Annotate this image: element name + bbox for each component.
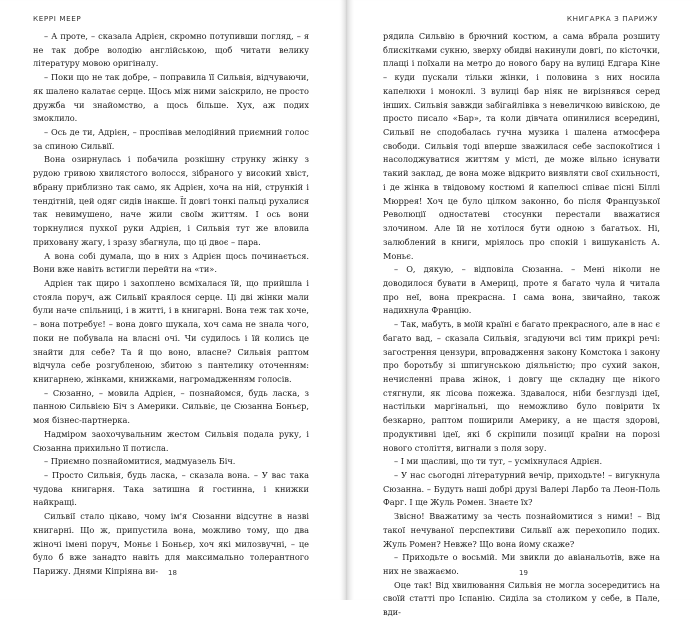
left-page-number: 18 (168, 569, 177, 577)
paragraph: Надміром заохочувальним жестом Сильвія подала руку, і Сюзанна прихильно її потисла. (33, 428, 309, 453)
paragraph: – Просто Сильвія, будь ласка, – сказала вона. – У вас така чудова книгарня. Така затишна й гостинна, і книжки найкращі. (33, 470, 309, 508)
paragraph: – Приходьте о восьмій. Ми звикли до авіанальотів, вже на них не зважаємо. (383, 552, 660, 577)
paragraph: – А проте, – сказала Адрієн, скромно потупивши погляд, – я не так добре володію англійською, щоб читати велику літературу мовою оригіналу. (33, 31, 309, 69)
right-page-number: 19 (519, 569, 528, 577)
paragraph: Адрієн так щиро і захоплено всміхалася їй, що прийшла і стояла поруч, аж Сильвії краялося серце. Ці дві жінки мали були наче спільниці, і в житті, і в книгарні. Вона теж так хоче, – вона потребує! – вона довго шукала, хоч сама не знала чого, поки не побувала на власні очі. Чи судилось і їй колись це знайти для себе? Та й що воно, власне? Сильвія раптом відчула себе розгубленою, збитою з пантелику оточенням: книгарнею, жінками, книжками, нагромадженням голосів. (33, 277, 309, 384)
right-page (347, 0, 694, 618)
paragraph: – І ми щасливі, що ти тут, – усміхнулася Адрієн. (394, 456, 603, 467)
right-running-header: КНИГАРКА З ПАРИЖУ (566, 14, 658, 23)
paragraph: Вона озирнулась і побачила розкішну струнку жінку з рудою гривою хвилястого волосся, зібраного у високий хвіст, вбрану приблизно так само, як Адрієн, хоча на ній, стрункій і тендітній, цей одяг сидів інакше. Її довгі тонкі пальці рухалися так невимушено, наче жили своїм життям. І ось вони торкнулися пухкої руки Адрієн, і Сильвія тут же вловила приховану жагу, і зразу збагнула, що ці двоє – пара. (33, 154, 309, 247)
paragraph: – Сюзанно, – мовила Адрієн, – познайомся, будь ласка, з панною Сильвією Біч з Америки. Сильвіє, це Сюзанна Боньєр, моя бізнес-партнерка. (33, 387, 309, 426)
left-running-header: КЕРРІ МЕЕР (33, 14, 82, 23)
paragraph: – Приємно познайомитися, мадмуазель Біч. (44, 456, 236, 467)
paragraph: А вона собі думала, що в них з Адрієн щось починається. Вони вже навіть встигли перейти на «ти». (33, 250, 309, 275)
left-page (0, 0, 347, 600)
paragraph: рядила Сильвію в брючний костюм, а сама вбрала розшиту блискітками сукню, зверху обидві накинули довгі, по кісточки, плащі і поїхали на метро до нового бару на вулиці Едгара Кіне – куди пускали тільки жінки, і половина з них носила капелюхи і монoклі. З вулиці бар ніяк не вирізнявся серед інших. Сильвія завжди забігайлівка з невеличкою вивіскою, де просто писало «Бар», та коли дівчата опинилися всередині, Сильвії не сподобалась гучна музика і шалена атмосфера свободи. Сильвія тоді вперше зважилася себе заспокоїтися і насолоджуватися життям у місті, де може вільно існувати такий заклад, де вона може відкрито виявляти свої схильності, і де жінка в твідовому костюмі й капелюсі співає пісні Біллі Мюррея! Хоч це було цілком законно, бо після Французької Революції одностатеві стосунки перестали вважатися злочином. Але їй не хотілося бути одною з багатьох. Ні, залюблений в книги, мріялось про спокій і вишуканість А. Моньє. (383, 31, 660, 261)
paragraph: – Поки що не так добре, – поправила її Сильвія, відчуваючи, як шалено калатає серце. Щось між ними заіскрило, не просто дружба чи знайомство, а щось більше. Хух, аж подих змоклило. (33, 72, 309, 124)
paragraph: – О, дякую, – відповіла Сюзанна. – Мені ніколи не доводилося бувати в Америці, проте я багато чула й читала про неї, вона прекрасна. І сама вона, звичайно, також надихнула Францію. (383, 264, 660, 316)
paragraph: – Ось де ти, Адрієн, – проспівав мелодійний приємний голос за спиною Сильвії. (33, 127, 309, 151)
paragraph: Оце так! Від хвилювання Сильвія не могла зосередитись на своїй статті про Іспанію. Сиділа за столиком у себе, в Пале, вди- (383, 579, 660, 618)
paragraph: – У нас сьогодні літературний вечір, приходьте! – вигукнула Сюзанна. – Будуть наші добрі друзі Валері Ларбо та Леон-Поль Фарг. І ще Жуль Ромен. Знаєте їх? (383, 470, 660, 508)
paragraph: – Так, мабуть, в моїй країні є багато прекрасного, але в нас є багато вад, – сказала Сильвія, згадуючи всі тим прикрі речі: загострення цензури, впровадження закону Комстока і закону про боротьбу зі шпигунською діяльністю; про сухий закон, нечисленні права жінок, і довгу ще складну ще нікого стягнули, як лісова пожежа. Здавалося, ніби безглузді ідеї, настільки маргінальні, що неможливо було повірити їх безкарно, раптом поширили Америку, а не щастя здорові, продуктивні ідеї, які б скріпили позиції країни на порозі нового століття, вигнали з поля зору. (383, 319, 660, 453)
right-page-text (383, 30, 660, 620)
paragraph: Сильвії стало цікаво, чому ім'я Сюзанни відсутнє в назві книгарні. Що ж, припустила вона, можливо тому, що два жіночі імені поруч, Моньє і Боньєр, хоч які милозвучні, – це було б вже занадто навіть для максимально толерантного Парижу. Днями Кіпріяна ви- (33, 511, 309, 577)
paragraph: Звісно! Вважатиму за честь познайомитися з ними! – Від такої нечуваної перспективи Сильвії аж перехопило подих. Жуль Ромен? Невже? Що вона йому скаже? (383, 511, 660, 549)
left-page-text (33, 30, 309, 579)
